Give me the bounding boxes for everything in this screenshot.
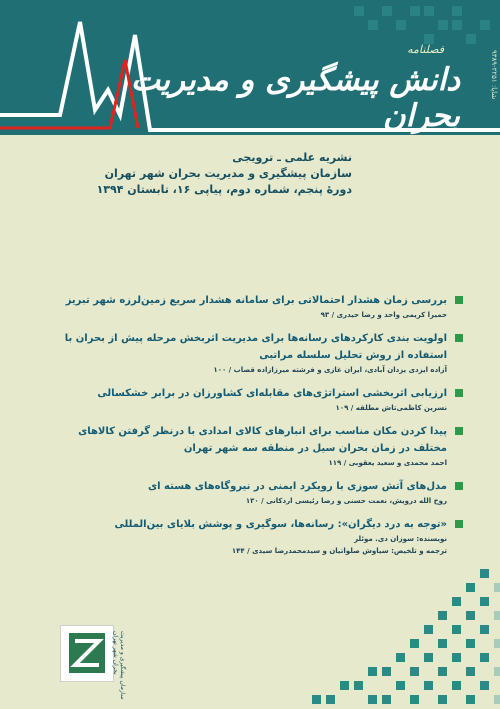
header-band [0, 0, 500, 135]
article-authors: آزاده ایزدی یزدان آبادی، ایران غازی و فرشته میرزازاده قصاب / ۱۰۰ [213, 366, 447, 374]
bullet-icon [455, 334, 463, 342]
article-title: اولویت بندی کارکردهای رسانه‌ها برای مدیریت اثربخش مرحله پیش از بحران با استفاده از روش تحلیل سلسله مراتبی [64, 333, 447, 361]
toc-item[interactable] [58, 292, 463, 321]
journal-title: دانش پیشگیری و مدیریت بحران [130, 62, 460, 134]
table-of-contents [58, 292, 463, 566]
article-translators: ترجمه و تلخیص: سیاوش صلواتیان و سیدمحمدرضا سیدی / ۱۴۴ [231, 547, 447, 555]
article-authors: حمیرا کریمی واحد و رضا حیدری / ۹۳ [320, 311, 447, 319]
decorative-squares [240, 569, 500, 709]
article-title: مدل‌های آتش سوزی با رویکرد ایمنی در نیروگاه‌های هسته ای [147, 481, 447, 492]
article-authors: روح الله درویش، نعمت حسنی و رضا رئیسی اردکانی / ۱۳۰ [245, 497, 447, 505]
organization-logo [60, 625, 114, 682]
article-title: ارزیابی اثربخشی استراتژی‌های مقابله‌ای کشاورزان در برابر خشکسالی [97, 388, 447, 399]
toc-item[interactable] [58, 516, 463, 557]
toc-item[interactable] [58, 478, 463, 507]
journal-info [52, 150, 352, 198]
article-authors: نسرین کاظمی‌تاش مطلقه / ۱۰۹ [335, 404, 447, 412]
article-author: نویسنده: سوزان دی. موئلر [354, 535, 447, 543]
logo-caption: سازمان پیشگیری و مدیریت بحران شهر تهران [112, 631, 126, 700]
bullet-icon [455, 520, 463, 528]
toc-item[interactable] [58, 385, 463, 414]
toc-item[interactable] [58, 330, 463, 376]
logo-emblem-icon [69, 633, 105, 673]
journal-type: نشریه علمی ـ ترویجی [232, 151, 352, 164]
publisher: سازمان پیشگیری و مدیریت بحران شهر تهران [104, 167, 352, 180]
bullet-icon [455, 427, 463, 435]
article-title: پیدا کردن مکان مناسب برای انبارهای کالای امدادی با درنظر گرفتن کالاهای مختلف در زمان بحران سیل در منطقه سه شهر تهران [78, 426, 447, 454]
journal-kicker: فصلنامه [407, 43, 444, 56]
article-title: بررسی زمان هشدار احتمالاتی برای سامانه هشدار سریع زمین‌لرزه شهر تبریز [65, 295, 447, 306]
bullet-icon [455, 389, 463, 397]
issue-details: دورهٔ پنجم، شماره دوم، پیاپی ۱۶، تابستان ۱۳۹۴ [96, 183, 352, 196]
bullet-icon [455, 296, 463, 304]
article-title: «توجه به درد دیگران»: رسانه‌ها، سوگیری و پوشش بلایای بین‌المللی [114, 519, 447, 530]
bullet-icon [455, 482, 463, 490]
issn-label: شاپا: ۲۲۵۱-۹۳۸۹ [490, 50, 498, 100]
article-authors: احمد محمدی و سعید یعقوبی / ۱۱۹ [328, 459, 447, 467]
toc-item[interactable] [58, 423, 463, 469]
